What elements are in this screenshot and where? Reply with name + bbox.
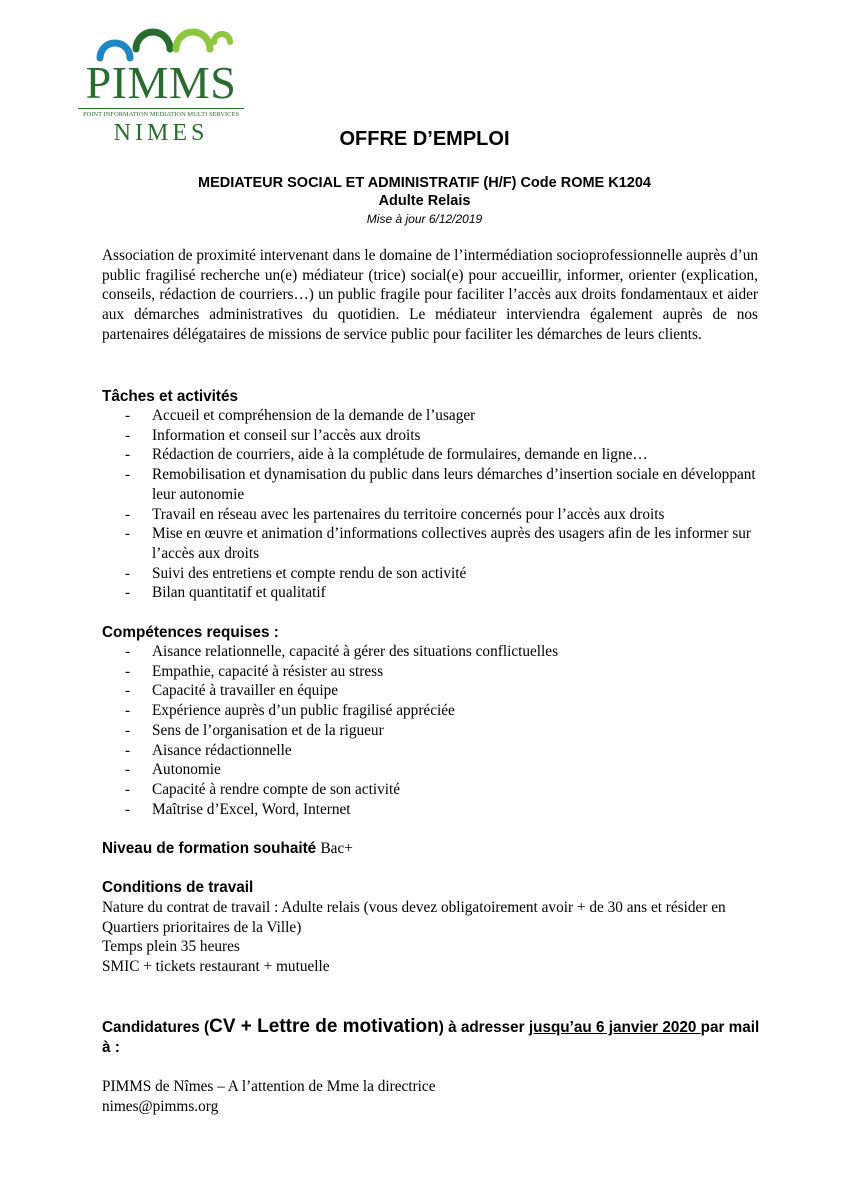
logo-city: NIMES	[113, 120, 209, 146]
update-date: Mise à jour 6/12/2019	[366, 212, 483, 226]
formation-line	[102, 839, 353, 859]
list-item: - Information et conseil sur l’accès aux droits	[125, 426, 421, 444]
list-item: - Expérience auprès d’un public fragilisé appréciée	[125, 702, 455, 720]
job-subtitle: Adulte Relais	[378, 193, 471, 209]
list-item: - Autonomie	[125, 761, 221, 779]
list-item: - Empathie, capacité à résister au stress	[125, 662, 384, 680]
list-item: - Suivi des entretiens et compte rendu de son activité	[125, 564, 467, 582]
conditions-pay: SMIC + tickets restaurant + mutuelle	[102, 958, 330, 975]
application-deadline: jusqu’au 6 janvier 2020	[528, 1019, 701, 1036]
application-instructions: Candidatures (CV + Lettre de motivation) à adresser jusqu’au 6 janvier 2020 par mail à :	[102, 1016, 760, 1056]
contact-org: PIMMS de Nîmes – A l’attention de Mme la directrice	[102, 1078, 436, 1095]
contact-email[interactable]: nimes@pimms.org	[102, 1098, 219, 1115]
list-item: - Maîtrise d’Excel, Word, Internet	[125, 800, 351, 818]
job-title: MEDIATEUR SOCIAL ET ADMINISTRATIF (H/F) Code ROME K1204	[197, 175, 651, 191]
logo-divider	[78, 108, 244, 109]
skills-list	[102, 642, 762, 819]
conditions-heading: Conditions de travail	[102, 879, 254, 896]
list-item: - Travail en réseau avec les partenaires du territoire concernés pour l’accès aux droits	[125, 505, 665, 523]
list-item: - Rédaction de courriers, aide à la complétude de formulaires, demande en ligne…	[125, 446, 648, 464]
list-item: - Remobilisation et dynamisation du public dans leurs démarches d’insertion sociale en développant leur autonomie	[125, 466, 756, 503]
list-item: - Aisance rédactionnelle	[125, 741, 292, 759]
list-item: - Aisance relationnelle, capacité à gérer des situations conflictuelles	[125, 643, 559, 660]
application-documents: CV + Lettre de motivation	[209, 1016, 439, 1037]
conditions-hours: Temps plein 35 heures	[102, 938, 240, 955]
logo-name: PIMMS	[85, 57, 237, 108]
list-item: - Capacité à travailler en équipe	[125, 682, 339, 700]
list-item: - Bilan quantitatif et qualitatif	[125, 584, 326, 602]
list-item: - Sens de l’organisation et de la rigueur	[125, 721, 384, 739]
formation-label: Niveau de formation souhaité	[102, 840, 317, 857]
list-item: - Capacité à rendre compte de son activité	[125, 780, 401, 798]
list-item: - Accueil et compréhension de la demande de l’usager	[125, 407, 476, 424]
intro-paragraph: Association de proximité intervenant dans le domaine de l’intermédiation socioprofessionnelle auprès d’un public fragilisé recherche un(e) médiateur (trice) social(e) pour accueillir, informer, orienter (explication, conseils, rédaction de courriers…) un public fragile pour faciliter l’accès aux droits fondamentaux et aider aux démarches administratives du quotidien. Le médiateur interviendra également auprès de nos partenaires délégataires de missions de service public pour faciliter les démarches de leurs clients.	[102, 247, 758, 343]
page-title: OFFRE D’EMPLOI	[339, 128, 510, 150]
list-item: - Mise en œuvre et animation d’informations collectives auprès des usagers afin de les informer sur l’accès aux droits	[125, 525, 751, 562]
tasks-heading: Tâches et activités	[102, 388, 239, 405]
skills-heading: Compétences requises :	[102, 624, 279, 641]
conditions-contract: Nature du contrat de travail : Adulte relais (vous devez obligatoirement avoir + de 30 ans et résider en Quartiers prioritaires de la Ville)	[102, 899, 726, 936]
logo-tagline: POINT INFORMATION MEDIATION MULTI SERVICES	[82, 111, 240, 118]
tasks-list	[102, 406, 762, 603]
formation-value: Bac+	[320, 840, 353, 857]
